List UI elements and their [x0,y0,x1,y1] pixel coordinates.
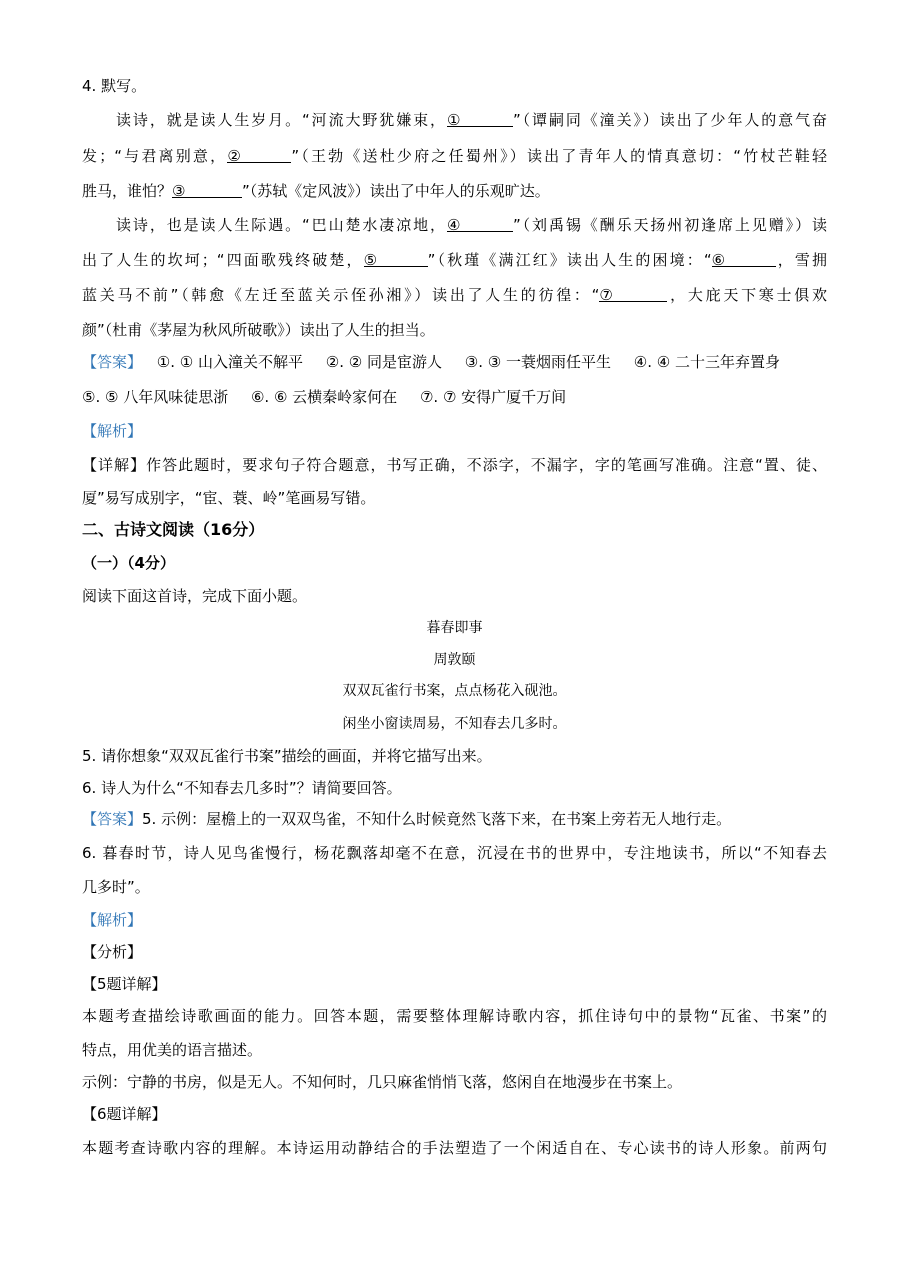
answer-item: ⑥. ⑥ 云横秦岭家何在 [250,388,398,406]
answer-6-line2: 几多时”。 [82,878,150,896]
q6-detail-label: 【6题详解】 [82,1105,167,1123]
q4-p1-line1: 读诗，就是读人生岁月。“河流大野犹嫌束，① ”（谭嗣同《潼关》）读出了少年人的意气奋 [116,111,827,129]
blank-4[interactable]: ④ [447,215,513,232]
question-6: 6. 诗人为什么“不知春去几多时”？请简要回答。 [82,779,402,797]
q4-p2-line4: 颜”（杜甫《茅屋为秋风所破歌》）读出了人生的担当。 [82,321,435,339]
q5-detail-label: 【5题详解】 [82,975,167,993]
answer-item: ⑤. ⑤ 八年风味徒思浙 [82,388,229,406]
answer-5-line [82,809,731,829]
q4-answer-row1 [82,352,780,372]
blank-3[interactable]: ③ [172,181,242,198]
answer-item: ③. ③ 一蓑烟雨任平生 [464,353,611,371]
q4-detail-line2: 厦”易写成别字，“宦、蓑、岭”笔画易写错。 [82,489,376,507]
q4-title: 4. 默写。 [82,77,147,95]
poem-line: 双双瓦雀行书案，点点杨花入砚池。 [342,683,567,699]
q6-detail-line1: 本题考查诗歌内容的理解。本诗运用动静结合的手法塑造了一个闲适自在、专心读书的诗人形象。前两句 [82,1139,827,1157]
poem-title: 暮春即事 [426,620,483,636]
answer-5-text: 5. 示例：屋檐上的一双双鸟雀，不知什么时候竟然飞落下来，在书案上旁若无人地行走。 [142,810,732,828]
poem-line: 闲坐小窗读周易，不知春去几多时。 [342,716,567,732]
fenxi-label: 【分析】 [82,943,143,961]
blank-6[interactable]: ⑥ [712,250,776,267]
answer-6-line1: 6. 暮春时节，诗人见鸟雀慢行，杨花飘落却毫不在意，沉浸在书的世界中，专注地读书，所以“不知春去 [82,844,827,862]
poem-author: 周敦颐 [433,652,476,668]
answer-label: 【答案】 [82,810,143,828]
q4-answer-row2 [82,387,566,407]
instruction-text: 阅读下面这首诗，完成下面小题。 [82,587,308,605]
subsection-heading: （一）（4分） [82,554,175,572]
question-5: 5. 请你想象“双双瓦雀行书案”描绘的画面，并将它描写出来。 [82,747,492,765]
analysis-label: 【解析】 [82,422,143,440]
answer-item: ⑦. ⑦ 安得广厦千万间 [419,388,567,406]
q5-detail-line2: 特点，用优美的语言描述。 [82,1041,263,1059]
q4-p1-line2: 发；“与君离别意，② ”（王勃《送杜少府之任蜀州》）读出了青年人的情真意切：“竹杖芒鞋轻 [82,147,827,165]
blank-2[interactable]: ② [227,146,291,163]
blank-5[interactable]: ⑤ [364,250,428,267]
answer-item: ①. ① 山入潼关不解平 [156,353,303,371]
answer-item: ④. ④ 二十三年弃置身 [633,353,780,371]
analysis-label: 【解析】 [82,911,143,929]
q4-p2-line3: 蓝关马不前”（韩愈《左迁至蓝关示侄孙湘》）读出了人生的彷徨：“⑦ ，大庇天下寒士俱欢 [82,286,827,304]
q4-p1-line3: 胜马，谁怕？③ ”（苏轼《定风波》）读出了中年人的乐观旷达。 [82,182,550,200]
q5-example: 示例：宁静的书房，似是无人。不知何时，几只麻雀悄悄飞落，悠闲自在地漫步在书案上。 [82,1073,683,1091]
q4-p2-line1: 读诗，也是读人生际遇。“巴山楚水凄凉地，④ ”（刘禹锡《酬乐天扬州初逢席上见赠》）读 [116,216,827,234]
answer-label: 【答案】 [82,353,143,371]
blank-1[interactable]: ① [447,110,513,127]
answer-item: ②. ② 同是宦游人 [325,353,442,371]
q4-p2-line2: 出了人生的坎坷；“四面歌残终破楚，⑤ ”（秋瑾《满江红》读出人生的困境：“⑥ ，雪拥 [82,251,827,269]
q4-detail-line1: 【详解】作答此题时，要求句子符合题意，书写正确，不添字，不漏字，字的笔画写准确。注意“置、徒、 [82,456,827,474]
section-heading: 二、古诗文阅读（16分） [82,520,265,539]
blank-7[interactable]: ⑦ [599,285,667,302]
q5-detail-line1: 本题考查描绘诗歌画面的能力。回答本题，需要整体理解诗歌内容，抓住诗句中的景物“瓦雀、书案”的 [82,1007,827,1025]
